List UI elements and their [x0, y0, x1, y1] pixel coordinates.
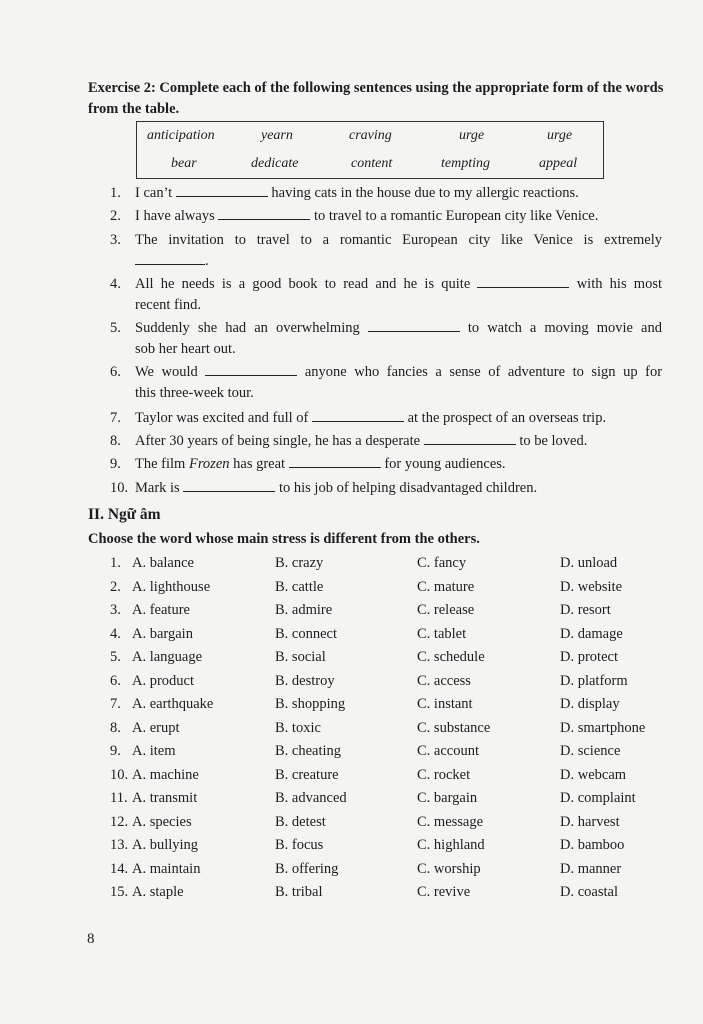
question-number: 2. — [110, 578, 121, 595]
answer-option[interactable]: D. website — [560, 578, 623, 595]
question-number: 8. — [110, 719, 121, 736]
answer-option[interactable]: A. lighthouse — [132, 578, 211, 595]
answer-blank[interactable] — [176, 184, 268, 197]
question-number: 1. — [110, 555, 121, 571]
answer-option[interactable]: D. protect — [560, 649, 618, 665]
answer-option[interactable]: B. tribal — [275, 884, 323, 900]
answer-option[interactable]: B. focus — [275, 837, 324, 853]
answer-option[interactable]: A. maintain — [132, 860, 201, 877]
answer-blank[interactable] — [368, 319, 460, 332]
answer-option[interactable]: A. erupt — [132, 719, 180, 736]
answer-option[interactable]: A. bargain — [132, 625, 193, 642]
answer-option[interactable]: A. balance — [132, 555, 194, 571]
stress-question — [110, 649, 670, 671]
item-number: 3. — [110, 232, 121, 248]
stress-question — [110, 837, 670, 859]
word: anticipation — [147, 128, 215, 143]
answer-option[interactable]: C. revive — [417, 884, 471, 900]
answer-option[interactable]: B. toxic — [275, 719, 321, 736]
sentence-text: I can’t — [135, 185, 173, 201]
sentence-line — [135, 230, 662, 250]
item-number: 8. — [110, 433, 121, 449]
question-number: 10. — [110, 766, 129, 783]
answer-option[interactable]: D. complaint — [560, 790, 636, 806]
answer-blank[interactable] — [183, 479, 275, 492]
word: urge — [459, 128, 485, 143]
stress-question — [110, 626, 670, 648]
sentence-text: I have always — [135, 208, 215, 224]
answer-option[interactable]: A. language — [132, 649, 203, 665]
sentence-text: Suddenly she had an overwhelming — [135, 320, 360, 336]
sentence-line — [135, 183, 662, 203]
stress-question — [110, 767, 670, 789]
sentence-line — [135, 454, 662, 474]
answer-option[interactable]: A. item — [132, 743, 176, 759]
answer-blank[interactable] — [424, 432, 516, 445]
question-number: 4. — [110, 625, 121, 642]
answer-option[interactable]: D. bamboo — [560, 837, 625, 853]
answer-option[interactable]: A. product — [132, 672, 195, 689]
sentence-text: We would — [135, 364, 198, 380]
answer-option[interactable]: D. harvest — [560, 813, 620, 830]
word-table — [136, 121, 604, 179]
word: content — [351, 156, 393, 171]
stress-question — [110, 720, 670, 742]
answer-option[interactable]: D. webcam — [560, 766, 627, 783]
sentence-line — [135, 431, 662, 451]
answer-blank[interactable] — [477, 275, 569, 288]
answer-option[interactable]: C. release — [417, 602, 475, 618]
exercise-title: Exercise 2: Complete each of the following sentences using the appropriate form of the words from the table. — [88, 80, 664, 117]
sentence-line-2: recent find. — [135, 297, 202, 313]
word: craving — [349, 128, 392, 143]
answer-option[interactable]: D. coastal — [560, 884, 618, 900]
stress-question — [110, 696, 670, 718]
answer-option[interactable]: D. manner — [560, 860, 622, 877]
stress-question — [110, 861, 670, 883]
answer-blank[interactable] — [218, 207, 310, 220]
answer-option[interactable]: D. resort — [560, 602, 611, 618]
answer-option[interactable]: B. creature — [275, 766, 339, 783]
question-number: 3. — [110, 602, 121, 618]
answer-option[interactable]: B. advanced — [275, 790, 347, 806]
question-number: 15. — [110, 884, 129, 900]
answer-option[interactable]: A. transmit — [132, 790, 198, 806]
item-number: 10. — [110, 480, 129, 496]
answer-blank[interactable] — [312, 409, 404, 422]
answer-option[interactable]: B. offering — [275, 860, 339, 877]
item-number: 6. — [110, 364, 121, 380]
answer-option[interactable]: B. admire — [275, 602, 333, 618]
sentence-text: . — [205, 253, 209, 269]
sentence-text: for young audiences. — [384, 456, 506, 472]
answer-option[interactable]: D. science — [560, 743, 621, 759]
answer-option[interactable]: C. schedule — [417, 649, 485, 665]
question-number: 5. — [110, 649, 121, 665]
answer-blank[interactable] — [289, 455, 381, 468]
answer-option[interactable]: C. bargain — [417, 790, 478, 806]
answer-option[interactable]: C. substance — [417, 719, 491, 736]
question-number: 13. — [110, 837, 129, 853]
page-number: 8 — [87, 931, 95, 947]
sentence-line — [135, 362, 662, 382]
stress-question — [110, 884, 670, 906]
word: tempting — [441, 156, 490, 171]
sentence-line — [135, 318, 662, 338]
question-number: 6. — [110, 672, 121, 689]
sentence-text: to be loved. — [519, 433, 588, 449]
answer-option[interactable]: B. connect — [275, 625, 338, 642]
stress-question — [110, 555, 670, 577]
answer-option[interactable]: A. bullying — [132, 837, 199, 853]
answer-blank[interactable] — [135, 252, 205, 265]
sentence-text: The film — [135, 456, 186, 472]
question-number: 14. — [110, 860, 129, 877]
answer-option[interactable]: C. access — [417, 672, 471, 689]
item-number: 5. — [110, 320, 121, 336]
sentence-line — [135, 478, 662, 498]
word: bear — [171, 156, 197, 171]
answer-option[interactable]: D. platform — [560, 672, 628, 689]
sentence-text: All he needs is a good book to read and he is quite — [135, 276, 471, 292]
answer-option[interactable]: C. mature — [417, 578, 475, 595]
word: urge — [547, 128, 573, 143]
answer-option[interactable]: D. display — [560, 696, 620, 712]
answer-option[interactable]: C. rocket — [417, 766, 471, 783]
answer-option[interactable]: C. instant — [417, 696, 473, 712]
item-number: 4. — [110, 276, 121, 292]
answer-blank[interactable] — [205, 363, 297, 376]
stress-question — [110, 790, 670, 812]
answer-option[interactable]: B. cheating — [275, 743, 342, 759]
item-number: 1. — [110, 185, 121, 201]
word: dedicate — [251, 156, 299, 171]
answer-option[interactable]: C. worship — [417, 860, 481, 877]
section-heading: II. Ngữ âm — [88, 506, 161, 523]
stress-question — [110, 579, 670, 601]
sentence-text: has great — [233, 456, 286, 472]
sentence-line-2: this three-week tour. — [135, 385, 254, 401]
sentence-line-2 — [135, 251, 662, 271]
answer-option[interactable]: C. account — [417, 743, 480, 759]
sentence-text: to his job of helping disadvantaged children. — [278, 480, 538, 496]
answer-option[interactable]: B. shopping — [275, 696, 346, 712]
answer-option[interactable]: B. destroy — [275, 672, 335, 689]
sentence-text: Mark is — [135, 480, 180, 496]
question-number: 11. — [110, 790, 128, 806]
answer-option[interactable]: D. damage — [560, 625, 623, 642]
sentence-text: The invitation to travel to a romantic European city like Venice is extremely — [135, 232, 662, 248]
sentence-line-2: sob her heart out. — [135, 341, 236, 357]
sentence-text: to watch a moving movie and — [467, 320, 662, 336]
answer-option[interactable]: A. staple — [132, 884, 184, 900]
answer-option[interactable]: A. feature — [132, 602, 190, 618]
answer-option[interactable]: D. unload — [560, 555, 618, 571]
sentence-line — [135, 274, 662, 294]
sentence-text: with his most — [576, 276, 662, 292]
answer-option[interactable]: A. earthquake — [132, 696, 214, 712]
answer-option[interactable]: B. crazy — [275, 555, 324, 571]
stress-question — [110, 814, 670, 836]
answer-option[interactable]: C. message — [417, 813, 484, 830]
question-number: 9. — [110, 743, 121, 759]
sentence-text: at the prospect of an overseas trip. — [407, 410, 607, 426]
answer-option[interactable]: A. species — [132, 813, 192, 830]
answer-option[interactable]: C. tablet — [417, 625, 467, 642]
answer-option[interactable]: D. smartphone — [560, 719, 646, 736]
sentence-line — [135, 408, 662, 428]
word: appeal — [539, 156, 578, 171]
sentence-text: Taylor was excited and full of — [135, 410, 309, 426]
sentence-text: to travel to a romantic European city like Venice. — [313, 208, 599, 224]
answer-option[interactable]: B. cattle — [275, 578, 324, 595]
question-number: 12. — [110, 813, 129, 830]
word: yearn — [261, 128, 293, 143]
question-number: 7. — [110, 696, 121, 712]
sentence-line — [135, 206, 662, 226]
sentence-text: anyone who fancies a sense of adventure to sign up for — [304, 364, 663, 380]
answer-option[interactable]: A. machine — [132, 766, 199, 783]
answer-option[interactable]: B. social — [275, 649, 326, 665]
stress-question — [110, 602, 670, 624]
answer-option[interactable]: B. detest — [275, 813, 326, 830]
film-title: Frozen — [188, 456, 230, 472]
sentence-text: having cats in the house due to my allergic reactions. — [271, 185, 579, 201]
answer-option[interactable]: C. fancy — [417, 555, 467, 571]
stress-question — [110, 673, 670, 695]
section-instruction: Choose the word whose main stress is different from the others. — [88, 531, 480, 547]
item-number: 2. — [110, 208, 121, 224]
item-number: 7. — [110, 410, 121, 426]
item-number: 9. — [110, 456, 121, 472]
stress-question — [110, 743, 670, 765]
sentence-text: After 30 years of being single, he has a desperate — [135, 433, 421, 449]
answer-option[interactable]: C. highland — [417, 837, 485, 853]
